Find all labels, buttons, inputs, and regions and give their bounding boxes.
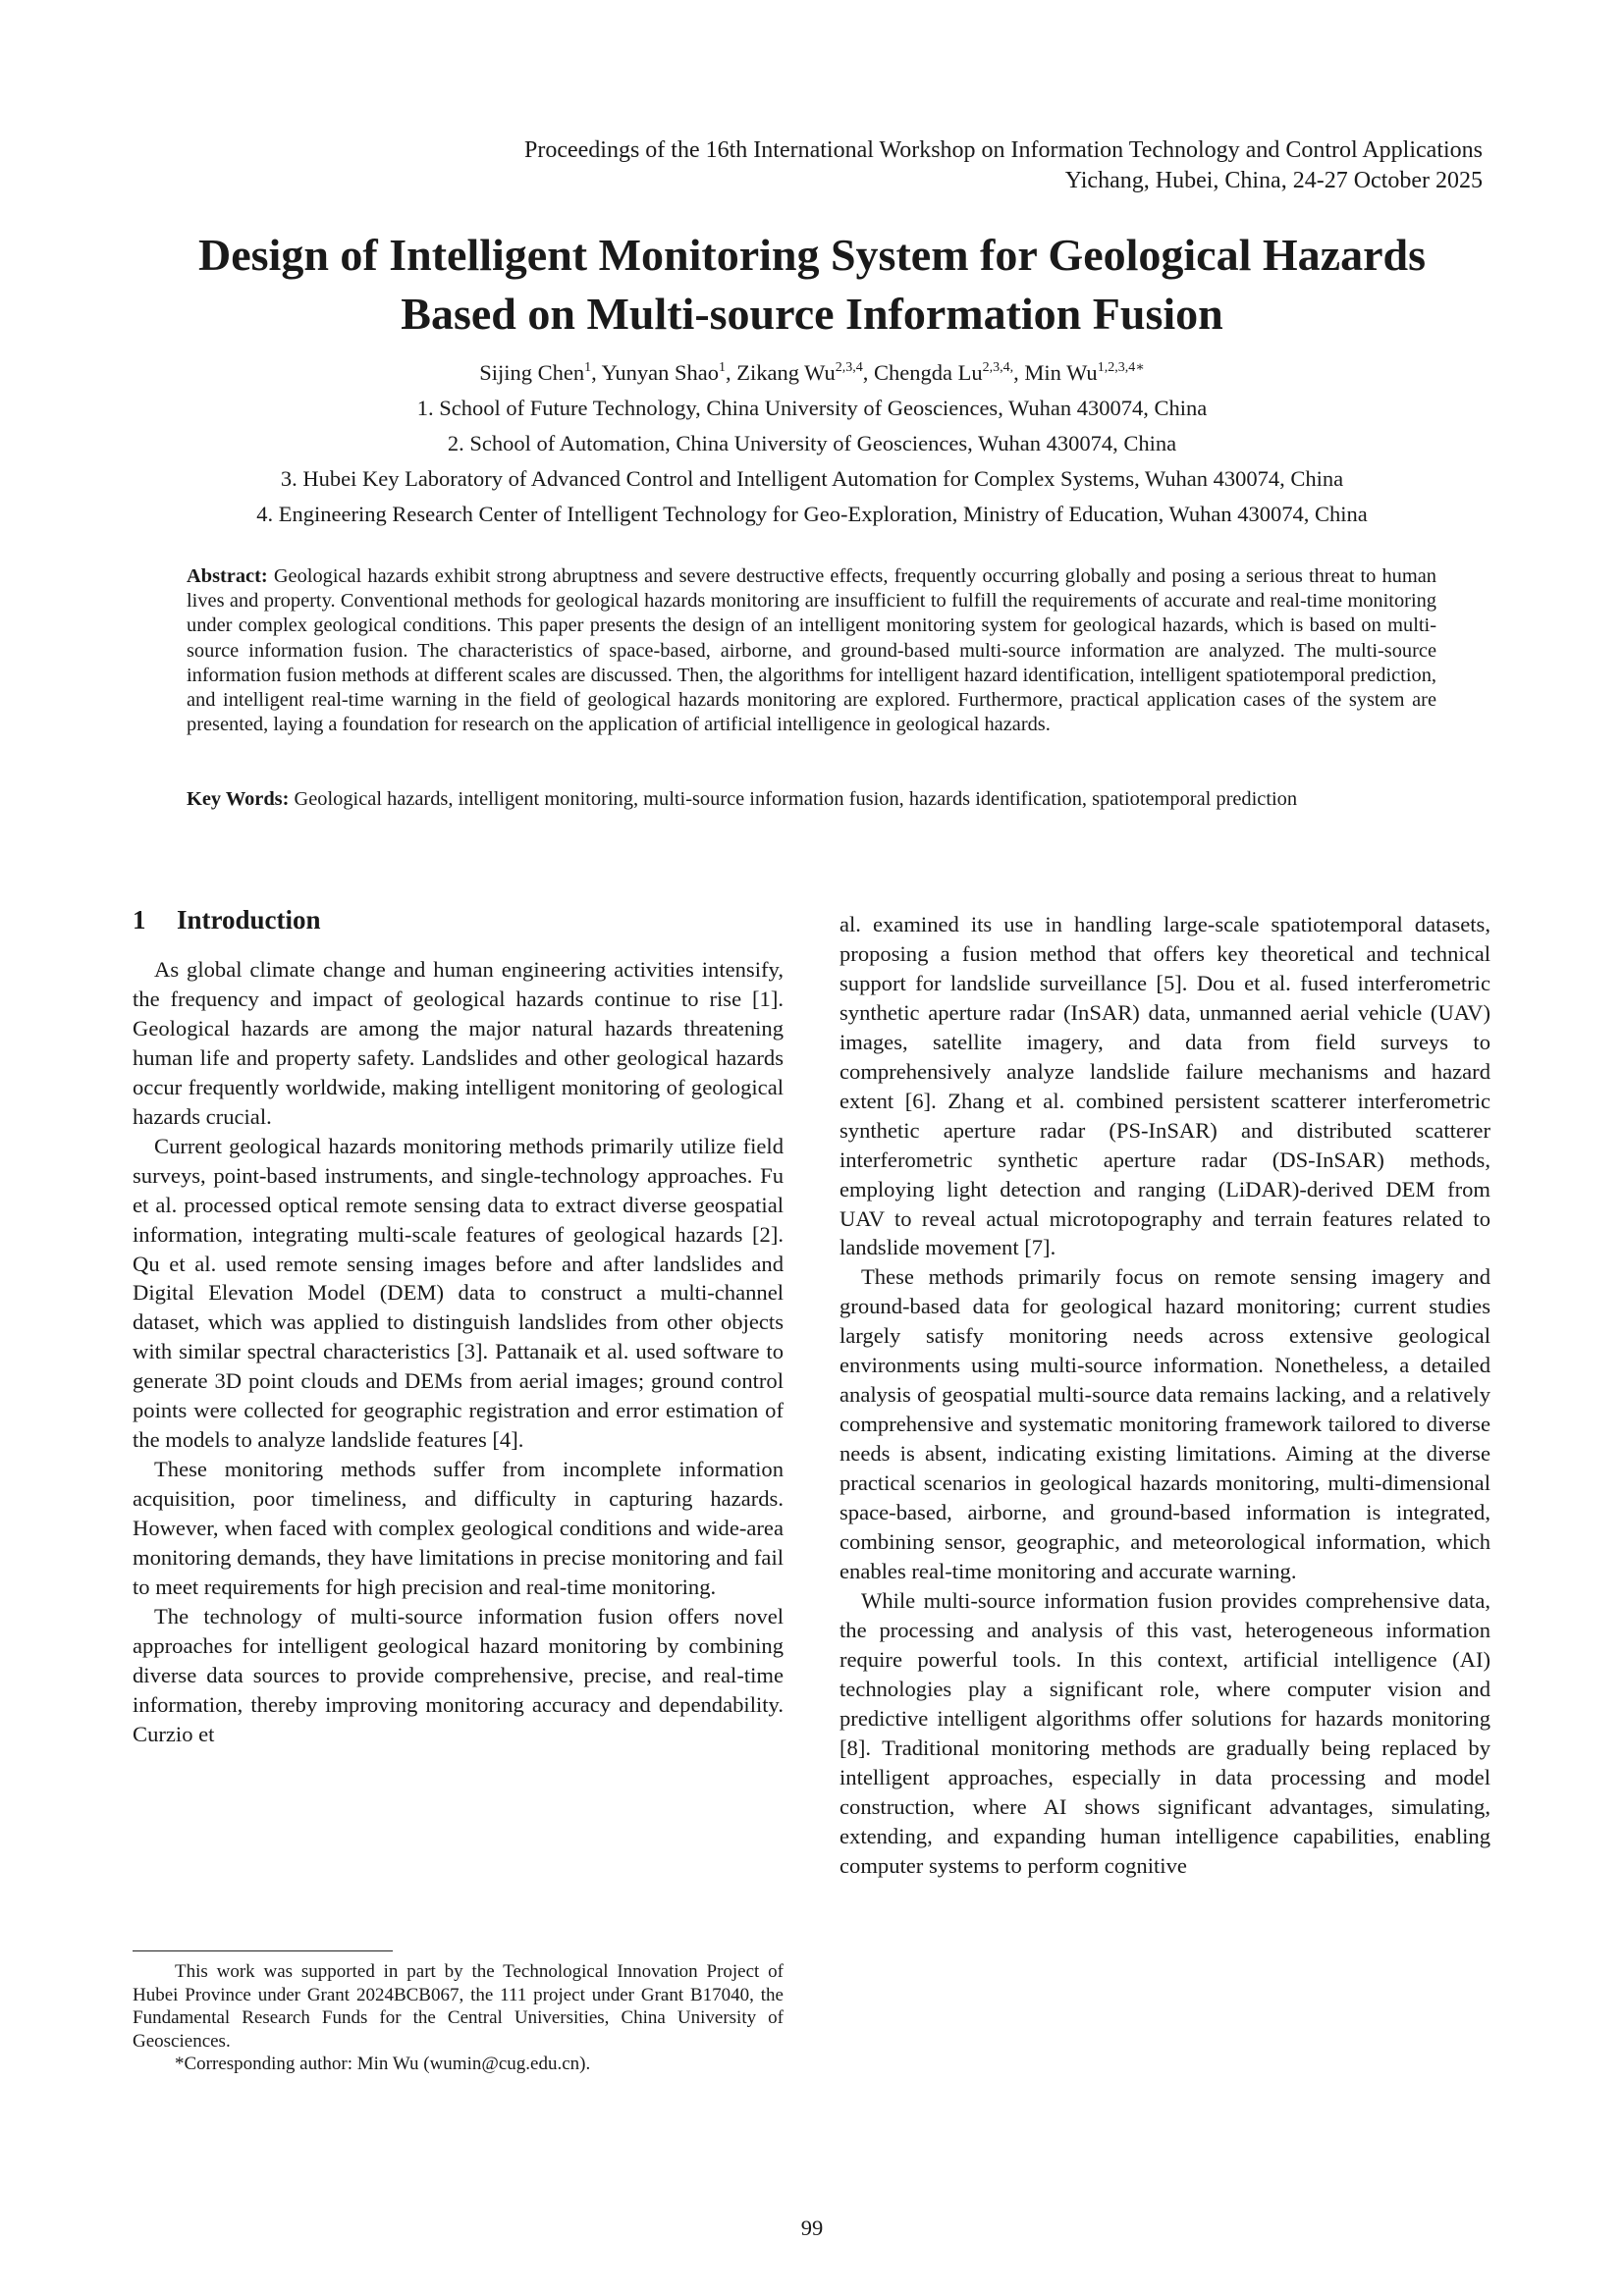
- proceedings-title: Proceedings of the 16th International Workshop on Information Technology and Control Applications: [524, 137, 1483, 163]
- affiliation: 4. Engineering Research Center of Intelligent Technology for Geo-Exploration, Ministry of Education, Wuhan 430074, China: [256, 502, 1368, 526]
- abstract: [187, 564, 1436, 737]
- footnote-divider: [133, 1950, 393, 1951]
- affiliation: 1. School of Future Technology, China University of Geosciences, Wuhan 430074, China: [416, 396, 1208, 420]
- section-heading: [133, 903, 321, 936]
- paragraph: The technology of multi-source information fusion offers novel approaches for intelligent geological hazard monitoring by combining diverse data sources to provide comprehensive, precise, and real-time information, thereby improving monitoring accuracy and dependability. Curzio et: [133, 1603, 784, 1746]
- paper-title-line-1: Design of Intelligent Monitoring System for Geological Hazards: [198, 230, 1426, 280]
- affiliation: 2. School of Automation, China University of Geosciences, Wuhan 430074, China: [447, 431, 1177, 455]
- author: Zikang Wu$^{2,3,4}$,: [736, 360, 875, 385]
- abstract-label: Abstract:: [187, 565, 268, 587]
- author: Chengda $Lu^{2,3,4,}$,: [874, 360, 1025, 385]
- author-block: [0, 355, 1624, 532]
- paragraph: Current geological hazards monitoring methods primarily utilize field surveys, point-based instruments, and single-technology approaches. Fu et al. processed optical remote sensing data to extract diverse geospatial information, integrating multi-scale features of geological hazards [2]. Qu et al. used remote sensing images before and after landslides and Digital Elevation Model (DEM) data to construct a multi-channel dataset, which was applied to distinguish landslides from other objects with similar spectral characteristics [3]. Pattanaik et al. used software to generate 3D point clouds and DEMs from aerial images; ground control points were collected for geographic registration and error estimation of the models to analyze landslide features [4].: [133, 1133, 784, 1453]
- paper-title-line-2: Based on Multi-source Information Fusion: [401, 289, 1223, 339]
- paragraph: While multi-source information fusion provides comprehensive data, the processing and analysis of this vast, heterogeneous information require powerful tools. In this context, artificial intelligence (AI) technologies play a significant role, where computer vision and predictive intelligent algorithms offer solutions for hazards monitoring [8]. Traditional monitoring methods are gradually being replaced by intelligent approaches, especially in data processing and model construction, where AI shows significant advantages, simulating, extending, and expanding human intelligence capabilities, enabling computer systems to perform cognitive: [839, 1587, 1490, 1878]
- affiliation: 3. Hubei Key Laboratory of Advanced Control and Intelligent Automation for Complex Systems, Wuhan 430074, China: [280, 466, 1344, 491]
- paragraph: As global climate change and human engineering activities intensify, the frequency and impact of geological hazards continue to rise [1]. Geological hazards are among the major natural hazards threatening human life and property safety. Landslides and other geological hazards occur frequently worldwide, making intelligent monitoring of geological hazards crucial.: [133, 957, 784, 1129]
- keywords: [187, 787, 1436, 812]
- paper-title: [0, 226, 1624, 344]
- conference-location-date: Yichang, Hubei, China, 24-27 October 2025: [1064, 168, 1483, 193]
- keywords-label: Key Words:: [187, 788, 290, 810]
- funding-note: This work was supported in part by the Technological Innovation Project of Hubei Province under Grant 2024BCB067, the 111 project under Grant B17040, the Fundamental Research Funds for the Central Universities, China University of Geosciences.: [133, 1961, 784, 2052]
- keywords-text: Geological hazards, intelligent monitoring, multi-source information fusion, hazards identification, spatiotemporal prediction: [294, 788, 1298, 810]
- author: Sijing Chen$^1$,: [479, 360, 602, 385]
- section-number: 1: [133, 905, 146, 934]
- section-title: Introduction: [177, 905, 321, 934]
- abstract-text: Geological hazards exhibit strong abruptness and severe destructive effects, frequently occurring globally and posing a serious threat to human lives and property. Conventional methods for geological hazards monitoring are insufficient to fulfill the requirements of accurate and real-time monitoring under complex geological conditions. This paper presents the design of an intelligent monitoring system for geological hazards, which is based on multi-source information fusion. The characteristics of space-based, airborne, and ground-based multi-source information are analyzed. The multi-source information fusion methods at different scales are discussed. Then, the algorithms for intelligent hazard identification, intelligent spatiotemporal prediction, and intelligent real-time warning in the field of geological hazards monitoring are explored. Furthermore, practical application cases of the system are presented, laying a foundation for research on the application of artificial intelligence in geological hazards.: [187, 565, 1436, 736]
- author-list: [0, 355, 1624, 391]
- paragraph: These monitoring methods suffer from incomplete information acquisition, poor timeliness, and difficulty in capturing hazards. However, when faced with complex geological conditions and wide-area monitoring demands, they have limitations in precise monitoring and fail to meet requirements for high precision and real-time monitoring.: [133, 1457, 784, 1600]
- corresponding-author-note: *Corresponding author: Min Wu (wumin@cug.edu.cn).: [175, 2054, 591, 2074]
- footnote: [133, 1960, 784, 2076]
- proceedings-header: [524, 135, 1483, 196]
- paragraph: al. examined its use in handling large-scale spatiotemporal datasets, proposing a fusion method that offers key theoretical and technical support for landslide surveillance [5]. Dou et al. fused interferometric synthetic aperture radar (InSAR) data, unmanned aerial vehicle (UAV) images, satellite imagery, and data from field surveys to comprehensively analyze landslide failure mechanisms and hazard extent [6]. Zhang et al. combined persistent scatterer interferometric synthetic aperture radar (PS-InSAR) and distributed scatterer interferometric synthetic aperture radar (DS-InSAR) methods, employing light detection and ranging (LiDAR)-derived DEM from UAV to reveal actual microtopography and terrain features related to landslide movement [7].: [839, 912, 1490, 1260]
- author: Yunyan Shao$^1$,: [601, 360, 737, 385]
- author: Min $Wu^{1,2,3,4∗}$: [1024, 360, 1145, 385]
- page-number: 99: [800, 2216, 824, 2240]
- paragraph: These methods primarily focus on remote sensing imagery and ground-based data for geological hazard monitoring; current studies largely satisfy monitoring needs across extensive geological environments using multi-source information. Nonetheless, a detailed analysis of geospatial multi-source data remains lacking, and a relatively comprehensive and systematic monitoring framework tailored to diverse needs is absent, indicating existing limitations. Aiming at the diverse practical scenarios in geological hazards monitoring, multi-dimensional space-based, airborne, and ground-based information is integrated, combining sensor, geographic, and meteorological information, which enables real-time monitoring and accurate warning.: [839, 1264, 1490, 1583]
- left-column: [133, 955, 784, 1749]
- right-column: [839, 910, 1490, 1880]
